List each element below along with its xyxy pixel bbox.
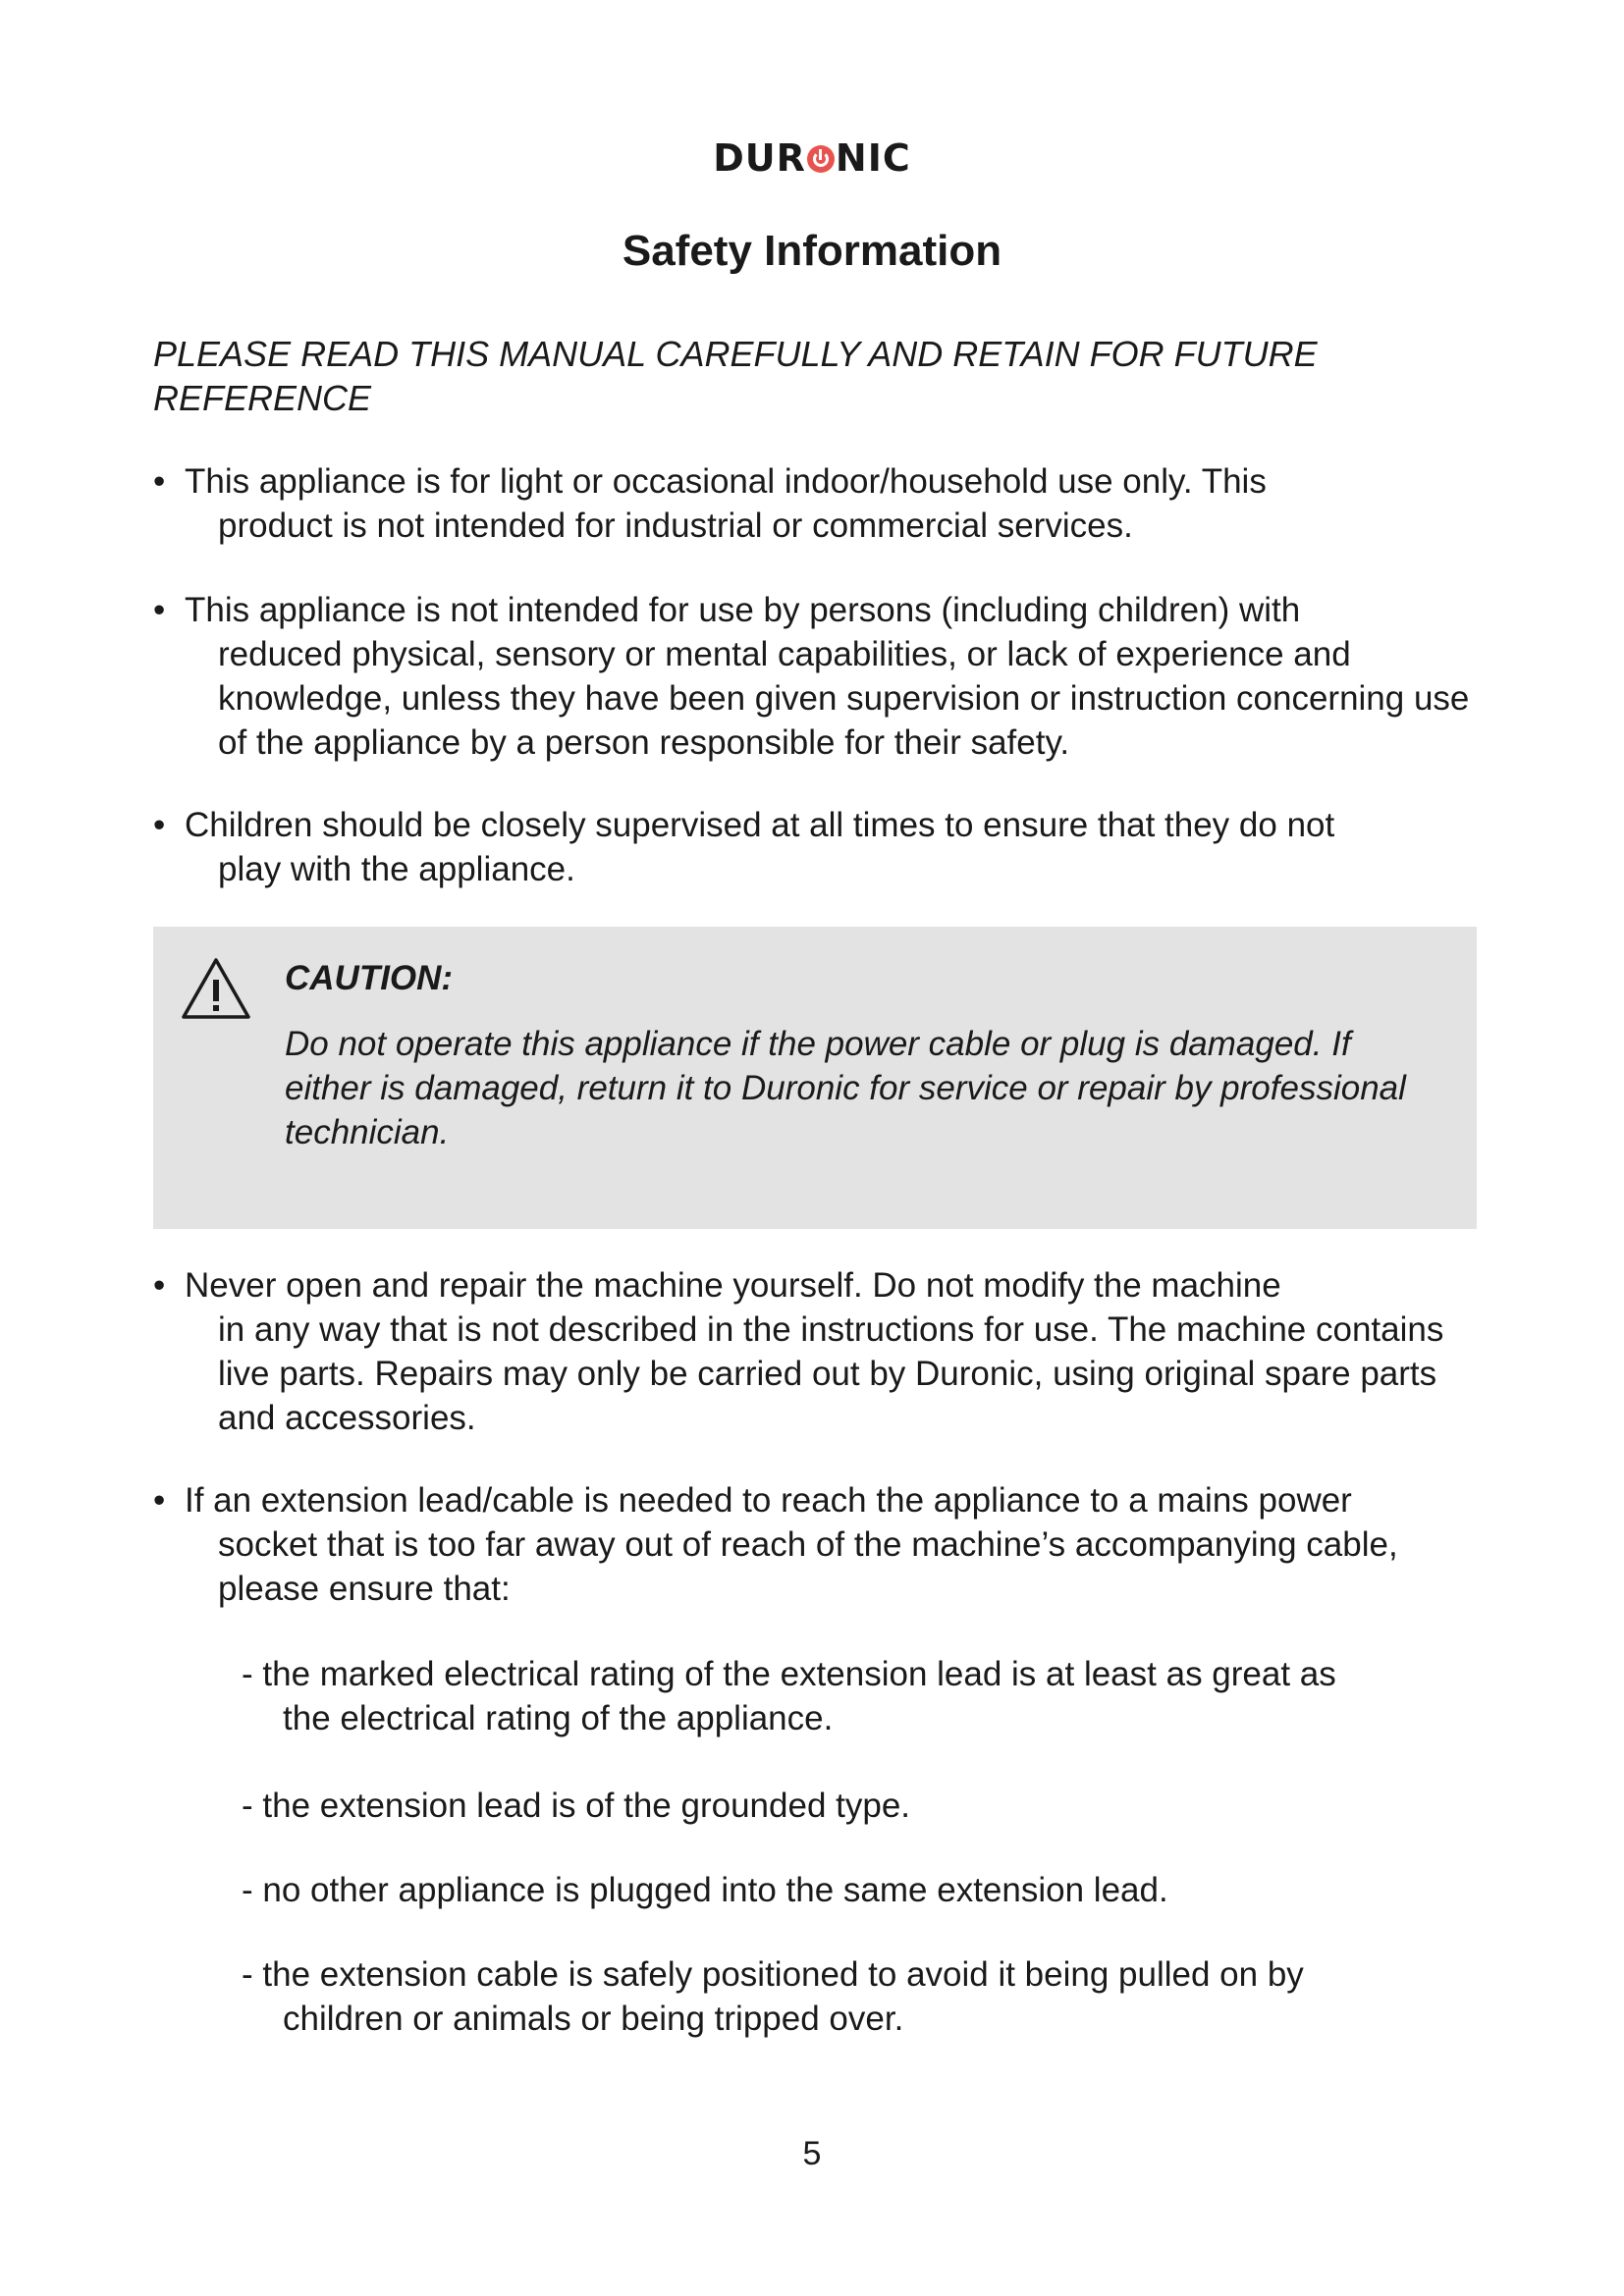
bullet-symbol: • (153, 1266, 166, 1305)
caution-heading: CAUTION: (285, 959, 454, 997)
brand-logo (0, 135, 1624, 181)
caution-box (153, 927, 1477, 1229)
intro-notice: PLEASE READ THIS MANUAL CAREFULLY AND RETAIN FOR FUTURE REFERENCE (153, 334, 1318, 418)
caution-text: Do not operate this appliance if the power cable or plug is damaged. If either is damaged, return it to Duronic for service or repair by professional technician. (285, 1025, 1406, 1151)
bullet-symbol: • (153, 591, 166, 629)
power-icon (807, 145, 835, 173)
sub-item-continued: children or animals or being tripped over. (283, 2000, 904, 2038)
bullet-text-first-line: This appliance is for light or occasional indoor/household use only. This (185, 462, 1267, 501)
bullet-item (153, 803, 1498, 891)
bullet-text-continued: product is not intended for industrial or commercial services. (218, 507, 1133, 545)
sub-item-first-line: - the extension cable is safely positioned to avoid it being pulled on by (242, 1955, 1304, 1994)
warning-triangle-icon (181, 956, 251, 1021)
sub-item-first-line: - the marked electrical rating of the extension lead is at least as great as (242, 1655, 1336, 1693)
logo-text-start: DUR (713, 136, 806, 180)
page-number: 5 (802, 2135, 822, 2172)
bullet-item (153, 588, 1498, 765)
sub-item-first-line: - the extension lead is of the grounded type. (242, 1787, 911, 1825)
bullet-text-first-line: Never open and repair the machine yourself. Do not modify the machine (185, 1266, 1281, 1305)
bullet-text-first-line: Children should be closely supervised at all times to ensure that they do not (185, 806, 1335, 844)
bullet-item (153, 1263, 1498, 1440)
bullet-text-continued: socket that is too far away out of reach of the machine’s accompanying cable, please ensure that: (218, 1525, 1398, 1608)
sub-list-item (242, 1784, 1449, 1828)
sub-list-item (242, 1652, 1449, 1740)
bullet-text-continued: reduced physical, sensory or mental capabilities, or lack of experience and knowledge, unless they have been given supervision or instruction concerning use of the appliance by a person responsible for their safety. (218, 635, 1470, 762)
sub-item-first-line: - no other appliance is plugged into the same extension lead. (242, 1871, 1168, 1909)
page-title: Safety Information (622, 227, 1002, 275)
bullet-symbol: • (153, 1481, 166, 1520)
bullet-text-continued: play with the appliance. (218, 850, 575, 888)
logo-text-end: NIC (835, 136, 911, 180)
bullet-text-first-line: This appliance is not intended for use by persons (including children) with (185, 591, 1301, 629)
bullet-text-first-line: If an extension lead/cable is needed to reach the appliance to a mains power (185, 1481, 1352, 1520)
bullet-symbol: • (153, 806, 166, 844)
bullet-item (153, 459, 1498, 548)
sub-list-item (242, 1952, 1449, 2041)
bullet-symbol: • (153, 462, 166, 501)
sub-list-item (242, 1868, 1449, 1912)
bullet-text-continued: in any way that is not described in the instructions for use. The machine contains live parts. Repairs may only be carried out by Duronic, using original spare parts and accessories. (218, 1310, 1444, 1437)
bullet-item (153, 1478, 1498, 1611)
sub-item-continued: the electrical rating of the appliance. (283, 1699, 834, 1737)
